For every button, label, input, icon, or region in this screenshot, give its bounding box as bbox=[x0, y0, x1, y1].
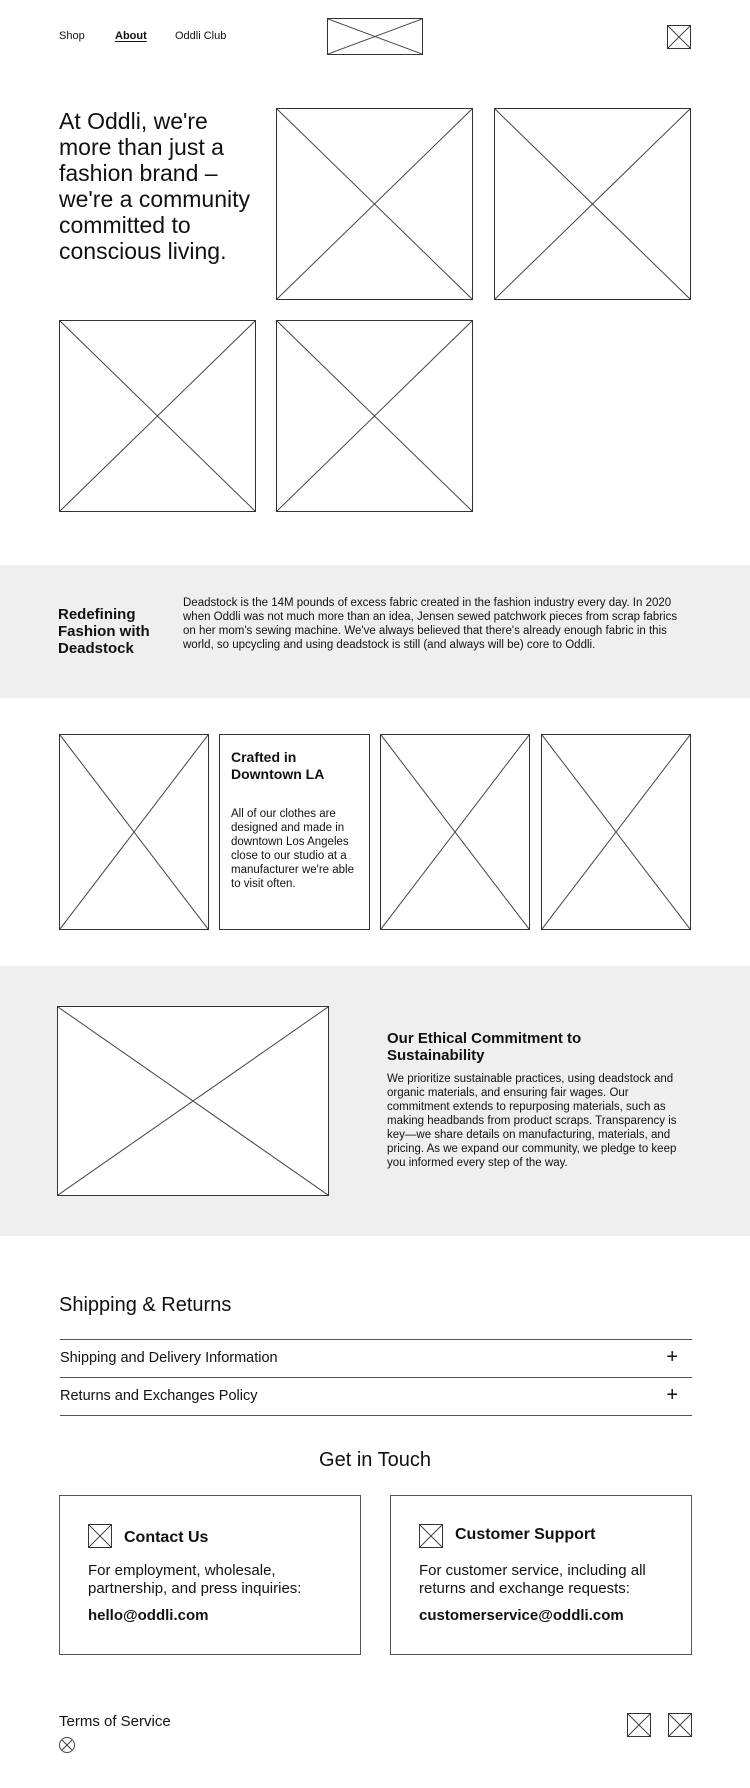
hero-title: At Oddli, we're more than just a fashion brand – we're a community committed to conscious living. bbox=[59, 108, 251, 264]
shipping-heading: Shipping & Returns bbox=[59, 1294, 232, 1316]
ethics-image bbox=[57, 1006, 329, 1196]
contact-us-card bbox=[59, 1495, 361, 1655]
accordion-returns-policy[interactable] bbox=[60, 1378, 692, 1416]
social-icon-1[interactable] bbox=[627, 1713, 651, 1737]
customer-support-card bbox=[390, 1495, 692, 1655]
card-title: Customer Support bbox=[455, 1526, 596, 1543]
nav-oddli-club-link[interactable]: Oddli Club bbox=[175, 30, 227, 42]
hero-image-3 bbox=[59, 320, 256, 512]
accordion-label: Shipping and Delivery Information bbox=[60, 1350, 278, 1366]
support-icon bbox=[419, 1524, 443, 1548]
card-text: For customer service, including all returns and exchange requests: bbox=[419, 1562, 646, 1597]
hero-image-1 bbox=[276, 108, 473, 300]
footer-logo-icon bbox=[59, 1737, 75, 1753]
crafted-heading: Crafted in Downtown LA bbox=[231, 749, 325, 782]
cart-icon[interactable] bbox=[667, 25, 691, 49]
crafted-text: All of our clothes are designed and made in downtown Los Angeles close to our studio at a manufacturer we're able to visit often. bbox=[231, 808, 355, 890]
terms-of-service-link[interactable]: Terms of Service bbox=[59, 1713, 171, 1730]
ethics-text: We prioritize sustainable practices, using deadstock and organic materials, and ensuring fair wages. Our commitment extends to repurposing materials, such as making headbands from product scraps. Transparency is key—we share details on manufacturing, materials, and pricing. As we expand our community, we pledge to keep you informed every step of the way. bbox=[387, 1073, 677, 1169]
hero-image-2 bbox=[494, 108, 691, 300]
plus-icon[interactable]: + bbox=[666, 1384, 678, 1406]
contact-heading: Get in Touch bbox=[319, 1449, 431, 1471]
ethics-heading: Our Ethical Commitment to Sustainability bbox=[387, 1030, 582, 1064]
card-title: Contact Us bbox=[124, 1529, 209, 1546]
crafted-image-2 bbox=[380, 734, 530, 930]
mail-icon bbox=[88, 1524, 112, 1548]
accordion-label: Returns and Exchanges Policy bbox=[60, 1388, 258, 1404]
nav-about-link[interactable]: About bbox=[115, 30, 147, 42]
nav-shop-link[interactable]: Shop bbox=[59, 30, 85, 42]
card-text: For employment, wholesale, partnership, and press inquiries: bbox=[88, 1562, 302, 1597]
accordion-shipping-info[interactable] bbox=[60, 1340, 692, 1378]
hero-image-4 bbox=[276, 320, 473, 512]
logo-placeholder[interactable] bbox=[327, 18, 423, 55]
crafted-card bbox=[219, 734, 370, 930]
support-email-link[interactable]: customerservice@oddli.com bbox=[419, 1607, 624, 1624]
deadstock-heading: Redefining Fashion with Deadstock bbox=[58, 606, 150, 657]
plus-icon[interactable]: + bbox=[666, 1346, 678, 1368]
contact-email-link[interactable]: hello@oddli.com bbox=[88, 1607, 209, 1624]
social-icon-2[interactable] bbox=[668, 1713, 692, 1737]
deadstock-text: Deadstock is the 14M pounds of excess fabric created in the fashion industry every day. In 2020 when Oddli was not much more than an idea, Jensen sewed patchwork pieces from scrap fabrics on her mom's sewing machine. We've always believed that there's already enough fabric in this world, so upcycling and using deadstock is still (and always will be) core to Oddli. bbox=[183, 597, 678, 651]
crafted-image-3 bbox=[541, 734, 691, 930]
crafted-image-1 bbox=[59, 734, 209, 930]
